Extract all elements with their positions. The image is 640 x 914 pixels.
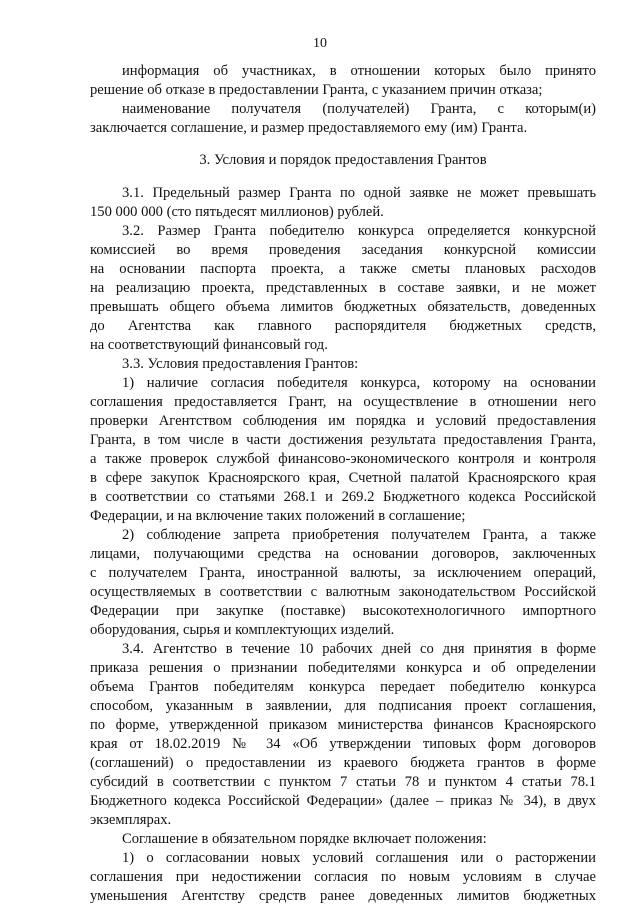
text-line: комиссией во время проведения заседания конкурсной комиссии — [90, 242, 596, 258]
text-line: заключается соглашение, и размер предоставляемого ему (им) Гранта. — [90, 120, 528, 136]
text-line: Бюджетного кодекса Российской Федерации» (далее – приказ № 34), в двух — [90, 793, 596, 809]
text-line: информация об участниках, в отношении которых было принято — [122, 63, 596, 79]
text-line: 3.1. Предельный размер Гранта по одной заявке не может превышать — [122, 185, 596, 201]
text-line: 1) наличие согласия победителя конкурса, которому на основании — [122, 375, 596, 391]
text-line: Гранта, в том числе в части достижения результата предоставления Гранта, — [90, 432, 596, 448]
text-line: Федерации, и на включение таких положений в соглашение; — [90, 508, 466, 524]
text-line: решение об отказе в предоставлении Гранта, с указанием причин отказа; — [90, 82, 543, 98]
section-heading: 3. Условия и порядок предоставления Грантов — [199, 152, 487, 168]
text-line: соглашения предоставляется Грант, на осуществление в отношении него — [90, 394, 596, 410]
text-line: способом, указанным в заявлении, для подписания проект соглашения, — [90, 698, 596, 714]
text-line: 2) соблюдение запрета приобретения получателем Гранта, а также — [122, 527, 596, 543]
text-line: на реализацию проекта, представленных в составе заявки, и не может — [90, 280, 596, 296]
text-line: уменьшения Агентству средств ранее доведенных лимитов бюджетных — [90, 888, 596, 904]
text-line: а также проверок службой финансово-экономического контроля и контроля — [90, 451, 596, 467]
text-line: субсидий в соответствии с пунктом 7 статьи 78 и пунктом 4 статьи 78.1 — [90, 774, 596, 790]
text-line: 3.4. Агентство в течение 10 рабочих дней со дня принятия в форме — [122, 641, 596, 657]
text-line: Федерации при закупке (поставке) высокотехнологичного импортного — [90, 603, 596, 619]
text-line: в соответствии со статьями 268.1 и 269.2 Бюджетного кодекса Российской — [90, 489, 596, 505]
text-line: по форме, утвержденной приказом министерства финансов Красноярского — [90, 717, 596, 733]
text-line: 3.3. Условия предоставления Грантов: — [122, 356, 359, 372]
text-line: наименование получателя (получателей) Гранта, с которым(и) — [122, 101, 596, 117]
text-line: 3.2. Размер Гранта победителю конкурса определяется конкурсной — [122, 223, 596, 239]
text-line: осуществляемых в соответствии с валютным законодательством Российской — [90, 584, 596, 600]
text-line: края от 18.02.2019 № 34 «Об утверждении типовых форм договоров — [90, 736, 596, 752]
text-line: соглашения при недостижении согласия по новым условиям в случае — [90, 869, 596, 885]
text-line: (соглашений) о предоставлении из краевого бюджета грантов в форме — [90, 755, 596, 771]
text-line: с получателем Гранта, иностранной валюты, за исключением операций, — [90, 565, 596, 581]
text-line: на основании паспорта проекта, а также сметы плановых расходов — [90, 261, 596, 277]
text-line: лицами, получающими средства на основании договоров, заключенных — [90, 546, 596, 562]
text-line: на соответствующий финансовый год. — [90, 337, 328, 353]
text-line: 150 000 000 (сто пятьдесят миллионов) рублей. — [90, 204, 384, 220]
text-line: оборудования, сырья и комплектующих изделий. — [90, 622, 395, 638]
text-line: превышать общего объема лимитов бюджетных обязательств, доведенных — [90, 299, 596, 315]
text-line: Соглашение в обязательном порядке включает положения: — [122, 831, 487, 847]
text-line: в сфере закупок Красноярского края, Счетной палатой Красноярского края — [90, 470, 596, 486]
text-line: экземплярах. — [90, 812, 172, 828]
text-line: объема Грантов победителям конкурса передает победителю конкурса — [90, 679, 596, 695]
text-line: приказа решения о признании победителями конкурса и об определении — [90, 660, 596, 676]
text-line: проверки Агентством соблюдения им порядка и условий предоставления — [90, 413, 596, 429]
text-line: 1) о согласовании новых условий соглашения или о расторжении — [122, 850, 596, 866]
text-line: до Агентства как главного распорядителя бюджетных средств, — [90, 318, 596, 334]
page-number: 10 — [313, 36, 327, 51]
